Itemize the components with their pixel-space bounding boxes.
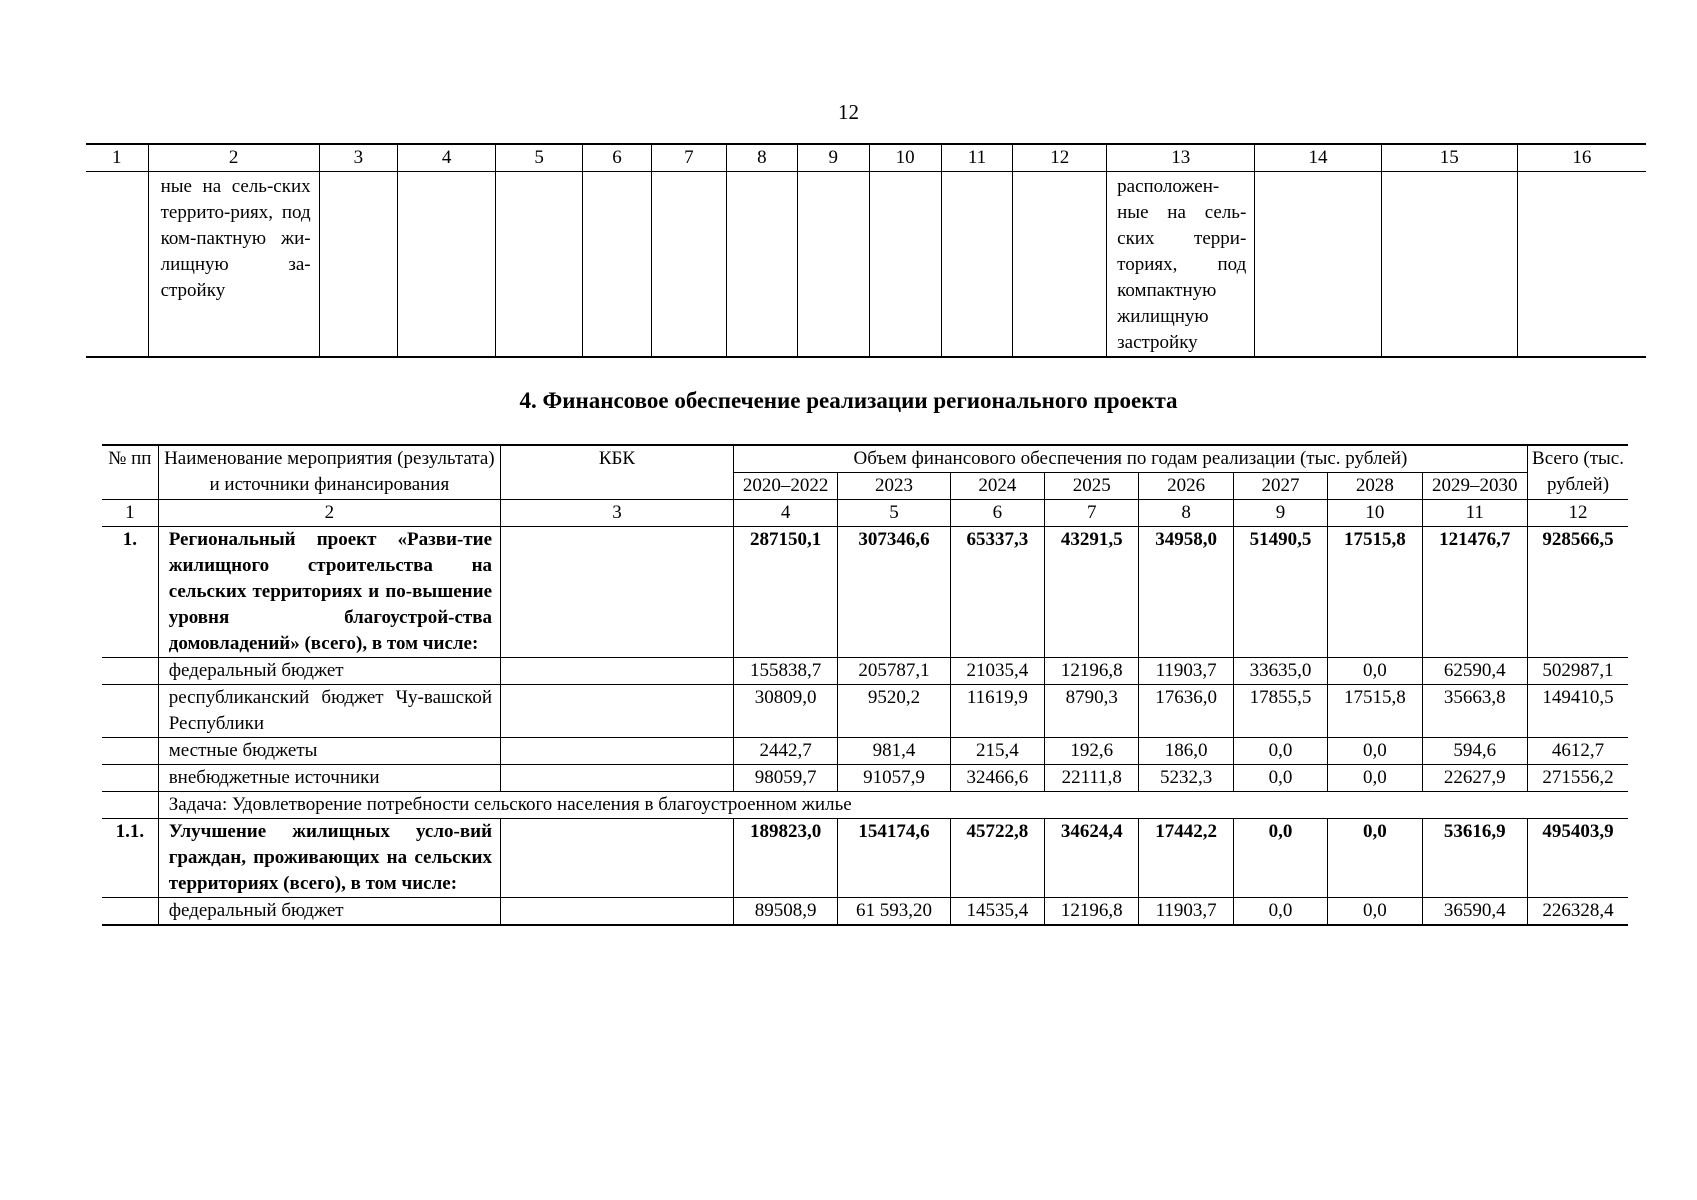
header-year: 2026 xyxy=(1139,473,1233,500)
row-value: 155838,7 xyxy=(733,658,837,685)
row-value: 21035,4 xyxy=(950,658,1044,685)
row-value: 0,0 xyxy=(1233,765,1327,792)
column-number: 6 xyxy=(583,144,652,172)
row-name: внебюджетные источники xyxy=(158,765,500,792)
row-num xyxy=(102,685,158,738)
row-total: 502987,1 xyxy=(1528,658,1628,685)
table-cell xyxy=(651,172,726,358)
column-number: 7 xyxy=(651,144,726,172)
row-value: 34958,0 xyxy=(1139,527,1233,658)
table-row xyxy=(102,738,1628,765)
header-year: 2025 xyxy=(1045,473,1139,500)
row-value: 17515,8 xyxy=(1328,685,1422,738)
table-cell xyxy=(1255,172,1381,358)
column-number: 1 xyxy=(102,500,158,527)
column-number: 3 xyxy=(319,144,397,172)
column-number: 5 xyxy=(838,500,950,527)
header-year: 2020–2022 xyxy=(733,473,837,500)
row-value: 17855,5 xyxy=(1233,685,1327,738)
row-name: местные бюджеты xyxy=(158,738,500,765)
row-value: 14535,4 xyxy=(950,898,1044,926)
column-number: 2 xyxy=(148,144,319,172)
row-num xyxy=(102,792,158,819)
row-kbk xyxy=(501,819,734,898)
row-value: 11903,7 xyxy=(1139,658,1233,685)
row-value: 53616,9 xyxy=(1422,819,1528,898)
row-value: 12196,8 xyxy=(1045,658,1139,685)
table-cell: расположен-ные на сель-ских терри-ториях, под компактную жилищную застройку xyxy=(1107,172,1255,358)
task-text: Задача: Удовлетворение потребности сельского населения в благоустроенном жилье xyxy=(158,792,1628,819)
table-cell xyxy=(727,172,798,358)
row-value: 287150,1 xyxy=(733,527,837,658)
continuation-table xyxy=(86,143,1646,358)
header-year: 2024 xyxy=(950,473,1044,500)
continuation-body-row xyxy=(86,172,1646,358)
row-value: 0,0 xyxy=(1328,819,1422,898)
column-number: 9 xyxy=(797,144,869,172)
row-value: 61 593,20 xyxy=(838,898,950,926)
column-number: 10 xyxy=(1328,500,1422,527)
column-numbers-row xyxy=(102,500,1628,527)
row-value: 0,0 xyxy=(1233,738,1327,765)
table-cell xyxy=(398,172,496,358)
row-value: 30809,0 xyxy=(733,685,837,738)
table-row xyxy=(102,898,1628,926)
table-cell xyxy=(941,172,1013,358)
row-num xyxy=(102,765,158,792)
row-value: 307346,6 xyxy=(838,527,950,658)
table-cell xyxy=(86,172,148,358)
table-cell xyxy=(1517,172,1646,358)
table-cell xyxy=(319,172,397,358)
row-name: республиканский бюджет Чу-вашской Республики xyxy=(158,685,500,738)
table-row xyxy=(102,765,1628,792)
row-value: 0,0 xyxy=(1233,819,1327,898)
table-cell xyxy=(1013,172,1107,358)
table-cell: ные на сель-ских террито-риях, под ком-пактную жи-лищную за-стройку xyxy=(148,172,319,358)
header-total: Всего (тыс. рублей) xyxy=(1528,445,1628,500)
page-number: 12 xyxy=(838,100,859,124)
column-number: 14 xyxy=(1255,144,1381,172)
row-num xyxy=(102,658,158,685)
row-kbk xyxy=(501,898,734,926)
row-value: 62590,4 xyxy=(1422,658,1528,685)
row-value: 981,4 xyxy=(838,738,950,765)
table-cell xyxy=(869,172,941,358)
column-number: 8 xyxy=(1139,500,1233,527)
column-number: 1 xyxy=(86,144,148,172)
row-value: 17442,2 xyxy=(1139,819,1233,898)
row-total: 226328,4 xyxy=(1528,898,1628,926)
header-year: 2023 xyxy=(838,473,950,500)
row-value: 51490,5 xyxy=(1233,527,1327,658)
row-num: 1.1. xyxy=(102,819,158,898)
row-num xyxy=(102,898,158,926)
row-value: 34624,4 xyxy=(1045,819,1139,898)
column-number: 15 xyxy=(1381,144,1517,172)
row-value: 12196,8 xyxy=(1045,898,1139,926)
row-value: 65337,3 xyxy=(950,527,1044,658)
continuation-header-row xyxy=(86,144,1646,172)
section-title: 4. Финансовое обеспечение реализации регионального проекта xyxy=(519,388,1178,413)
header-year: 2027 xyxy=(1233,473,1327,500)
row-value: 43291,5 xyxy=(1045,527,1139,658)
row-name: Улучшение жилищных усло-вий граждан, проживающих на сельских территориях (всего), в том числе: xyxy=(158,819,500,898)
column-number: 13 xyxy=(1107,144,1255,172)
row-value: 35663,8 xyxy=(1422,685,1528,738)
row-name: федеральный бюджет xyxy=(158,898,500,926)
row-kbk xyxy=(501,765,734,792)
column-number: 3 xyxy=(501,500,734,527)
row-value: 11903,7 xyxy=(1139,898,1233,926)
table-row xyxy=(102,819,1628,898)
table-row xyxy=(102,658,1628,685)
row-total: 928566,5 xyxy=(1528,527,1628,658)
column-number: 4 xyxy=(733,500,837,527)
row-value: 154174,6 xyxy=(838,819,950,898)
column-number: 11 xyxy=(941,144,1013,172)
row-kbk xyxy=(501,658,734,685)
column-number: 2 xyxy=(158,500,500,527)
finance-table xyxy=(102,444,1628,926)
row-total: 149410,5 xyxy=(1528,685,1628,738)
row-value: 205787,1 xyxy=(838,658,950,685)
row-value: 186,0 xyxy=(1139,738,1233,765)
column-number: 9 xyxy=(1233,500,1327,527)
column-number: 16 xyxy=(1517,144,1646,172)
row-value: 9520,2 xyxy=(838,685,950,738)
row-total: 271556,2 xyxy=(1528,765,1628,792)
row-value: 0,0 xyxy=(1328,738,1422,765)
row-value: 17636,0 xyxy=(1139,685,1233,738)
column-number: 6 xyxy=(950,500,1044,527)
row-value: 0,0 xyxy=(1328,898,1422,926)
row-value: 189823,0 xyxy=(733,819,837,898)
header-year: 2028 xyxy=(1328,473,1422,500)
header-name: Наименование мероприятия (результата) и источники финансирования xyxy=(158,445,500,500)
row-value: 11619,9 xyxy=(950,685,1044,738)
row-num xyxy=(102,738,158,765)
row-name: Региональный проект «Разви-тие жилищного строительства на сельских территориях и по-вышение уровня благоустрой-ства домовладений» (всего), в том числе: xyxy=(158,527,500,658)
task-row xyxy=(102,792,1628,819)
header-kbk: КБК xyxy=(501,445,734,500)
row-value: 215,4 xyxy=(950,738,1044,765)
column-number: 12 xyxy=(1528,500,1628,527)
row-value: 594,6 xyxy=(1422,738,1528,765)
row-value: 17515,8 xyxy=(1328,527,1422,658)
row-kbk xyxy=(501,685,734,738)
row-value: 5232,3 xyxy=(1139,765,1233,792)
row-value: 0,0 xyxy=(1328,658,1422,685)
row-value: 2442,7 xyxy=(733,738,837,765)
table-cell xyxy=(797,172,869,358)
column-number: 8 xyxy=(727,144,798,172)
row-total: 4612,7 xyxy=(1528,738,1628,765)
column-number: 5 xyxy=(496,144,583,172)
table-cell xyxy=(583,172,652,358)
column-number: 4 xyxy=(398,144,496,172)
row-kbk xyxy=(501,738,734,765)
row-value: 33635,0 xyxy=(1233,658,1327,685)
row-value: 32466,6 xyxy=(950,765,1044,792)
row-value: 89508,9 xyxy=(733,898,837,926)
row-value: 98059,7 xyxy=(733,765,837,792)
table-row xyxy=(102,685,1628,738)
column-number: 12 xyxy=(1013,144,1107,172)
column-number: 10 xyxy=(869,144,941,172)
header-row xyxy=(102,445,1628,473)
table-cell xyxy=(1381,172,1517,358)
row-value: 91057,9 xyxy=(838,765,950,792)
row-value: 0,0 xyxy=(1233,898,1327,926)
row-kbk xyxy=(501,527,734,658)
column-number: 7 xyxy=(1045,500,1139,527)
row-value: 192,6 xyxy=(1045,738,1139,765)
header-year: 2029–2030 xyxy=(1422,473,1528,500)
row-value: 8790,3 xyxy=(1045,685,1139,738)
row-total: 495403,9 xyxy=(1528,819,1628,898)
table-row xyxy=(102,527,1628,658)
column-number: 11 xyxy=(1422,500,1528,527)
row-name: федеральный бюджет xyxy=(158,658,500,685)
header-num: № пп xyxy=(102,445,158,500)
table-cell xyxy=(496,172,583,358)
row-num: 1. xyxy=(102,527,158,658)
row-value: 36590,4 xyxy=(1422,898,1528,926)
row-value: 22627,9 xyxy=(1422,765,1528,792)
row-value: 121476,7 xyxy=(1422,527,1528,658)
header-volume: Объем финансового обеспечения по годам реализации (тыс. рублей) xyxy=(733,445,1527,473)
row-value: 22111,8 xyxy=(1045,765,1139,792)
row-value: 45722,8 xyxy=(950,819,1044,898)
row-value: 0,0 xyxy=(1328,765,1422,792)
